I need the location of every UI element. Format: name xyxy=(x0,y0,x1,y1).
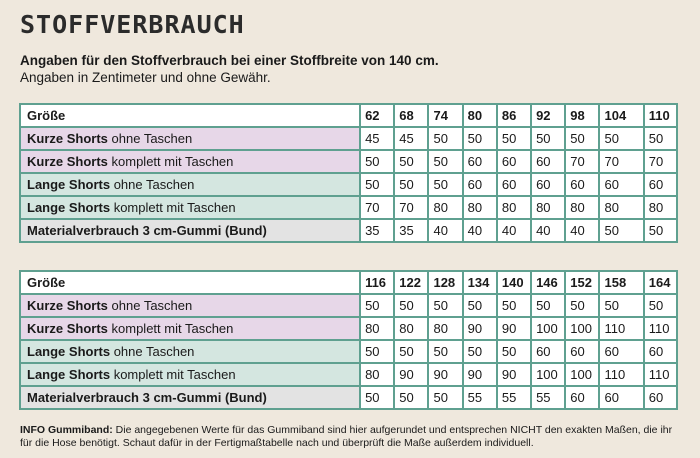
value-cell: 50 xyxy=(428,386,462,409)
size-header-cell: 98 xyxy=(565,104,599,127)
units-note: Angaben in Zentimeter und ohne Gewähr. xyxy=(20,70,271,85)
row-label-bold: Lange Shorts xyxy=(27,177,111,192)
row-label xyxy=(20,340,360,363)
row-label xyxy=(20,386,360,409)
value-cell: 60 xyxy=(463,150,497,173)
value-cell: 100 xyxy=(531,363,565,386)
row-label-rest: ohne Taschen xyxy=(107,131,193,146)
value-cell: 100 xyxy=(565,317,599,340)
value-cell: 40 xyxy=(531,219,565,242)
value-cell: 50 xyxy=(644,219,677,242)
size-header-cell: 164 xyxy=(644,271,677,294)
value-cell: 80 xyxy=(599,196,643,219)
table-row xyxy=(20,294,677,317)
value-cell: 50 xyxy=(644,127,677,150)
value-cell: 100 xyxy=(565,363,599,386)
value-cell: 90 xyxy=(394,363,428,386)
row-label-rest: komplett mit Taschen xyxy=(107,321,234,336)
value-cell: 50 xyxy=(428,294,462,317)
value-cell: 45 xyxy=(394,127,428,150)
value-cell: 60 xyxy=(497,173,531,196)
value-cell: 80 xyxy=(360,363,394,386)
size-header-cell: 140 xyxy=(497,271,531,294)
fabric-width-note: Angaben für den Stoffverbrauch bei einer Stoffbreite von 140 cm. xyxy=(20,53,439,68)
row-label-rest: komplett mit Taschen xyxy=(107,154,234,169)
row-label xyxy=(20,173,360,196)
value-cell: 50 xyxy=(428,173,462,196)
value-cell: 70 xyxy=(599,150,643,173)
value-cell: 90 xyxy=(463,363,497,386)
value-cell: 50 xyxy=(394,294,428,317)
value-cell: 100 xyxy=(531,317,565,340)
size-header-cell: 122 xyxy=(394,271,428,294)
value-cell: 80 xyxy=(428,196,462,219)
value-cell: 90 xyxy=(428,363,462,386)
value-cell: 60 xyxy=(497,150,531,173)
table-row xyxy=(20,127,677,150)
size-header-cell: 146 xyxy=(531,271,565,294)
value-cell: 80 xyxy=(463,196,497,219)
value-cell: 60 xyxy=(599,173,643,196)
value-cell: 50 xyxy=(428,127,462,150)
value-cell: 50 xyxy=(394,150,428,173)
table-row xyxy=(20,196,677,219)
value-cell: 50 xyxy=(360,340,394,363)
value-cell: 40 xyxy=(565,219,599,242)
row-label-bold: Materialverbrauch 3 cm-Gummi (Bund) xyxy=(27,390,267,405)
value-cell: 60 xyxy=(644,386,677,409)
value-cell: 60 xyxy=(565,173,599,196)
size-header-label: Größe xyxy=(20,271,360,294)
value-cell: 50 xyxy=(531,294,565,317)
value-cell: 50 xyxy=(531,127,565,150)
row-label xyxy=(20,150,360,173)
value-cell: 50 xyxy=(644,294,677,317)
value-cell: 50 xyxy=(360,150,394,173)
value-cell: 50 xyxy=(394,340,428,363)
value-cell: 90 xyxy=(497,317,531,340)
row-label-bold: Materialverbrauch 3 cm-Gummi (Bund) xyxy=(27,223,267,238)
value-cell: 35 xyxy=(394,219,428,242)
value-cell: 50 xyxy=(463,294,497,317)
value-cell: 80 xyxy=(565,196,599,219)
row-label-rest: komplett mit Taschen xyxy=(110,200,236,215)
value-cell: 50 xyxy=(428,150,462,173)
table-row xyxy=(20,340,677,363)
table-row xyxy=(20,386,677,409)
table-row xyxy=(20,317,677,340)
value-cell: 50 xyxy=(394,173,428,196)
value-cell: 80 xyxy=(497,196,531,219)
row-label xyxy=(20,127,360,150)
row-label xyxy=(20,294,360,317)
value-cell: 50 xyxy=(394,386,428,409)
info-note xyxy=(20,424,685,450)
value-cell: 50 xyxy=(565,127,599,150)
value-cell: 50 xyxy=(497,340,531,363)
value-cell: 55 xyxy=(463,386,497,409)
value-cell: 50 xyxy=(599,219,643,242)
value-cell: 50 xyxy=(497,294,531,317)
value-cell: 50 xyxy=(599,127,643,150)
size-header-cell: 158 xyxy=(599,271,643,294)
value-cell: 80 xyxy=(428,317,462,340)
value-cell: 50 xyxy=(497,127,531,150)
value-cell: 40 xyxy=(497,219,531,242)
value-cell: 60 xyxy=(531,150,565,173)
value-cell: 60 xyxy=(531,340,565,363)
value-cell: 80 xyxy=(644,196,677,219)
fabric-table-large-sizes xyxy=(19,270,678,410)
size-header-cell: 86 xyxy=(497,104,531,127)
value-cell: 110 xyxy=(644,317,677,340)
size-header-cell: 116 xyxy=(360,271,394,294)
row-label-rest: komplett mit Taschen xyxy=(110,367,236,382)
value-cell: 50 xyxy=(463,127,497,150)
row-label-bold: Kurze Shorts xyxy=(27,154,108,169)
size-header-label: Größe xyxy=(20,104,360,127)
value-cell: 80 xyxy=(531,196,565,219)
size-header-cell: 134 xyxy=(463,271,497,294)
info-label: INFO Gummiband: xyxy=(20,424,113,436)
row-label-rest: ohne Taschen xyxy=(110,344,195,359)
value-cell: 40 xyxy=(463,219,497,242)
size-header-row xyxy=(20,104,677,127)
info-text: Die angegebenen Werte für das Gummiband sind hier aufgerundet und entsprechen NICHT den exakten Maßen, die ihr für die Hose benötigt. Schaut dafür in der Fertigmaßtabelle nach und überprüft die Maße außerdem individuell. xyxy=(20,424,673,449)
value-cell: 60 xyxy=(599,340,643,363)
value-cell: 60 xyxy=(463,173,497,196)
value-cell: 50 xyxy=(565,294,599,317)
row-label-bold: Lange Shorts xyxy=(27,344,111,359)
value-cell: 60 xyxy=(565,340,599,363)
value-cell: 90 xyxy=(497,363,531,386)
value-cell: 50 xyxy=(463,340,497,363)
value-cell: 60 xyxy=(599,386,643,409)
value-cell: 80 xyxy=(360,317,394,340)
table-row xyxy=(20,173,677,196)
row-label xyxy=(20,363,360,386)
size-header-cell: 152 xyxy=(565,271,599,294)
value-cell: 55 xyxy=(497,386,531,409)
row-label-bold: Kurze Shorts xyxy=(27,131,108,146)
value-cell: 55 xyxy=(531,386,565,409)
value-cell: 110 xyxy=(599,363,643,386)
value-cell: 45 xyxy=(360,127,394,150)
value-cell: 70 xyxy=(565,150,599,173)
value-cell: 70 xyxy=(394,196,428,219)
value-cell: 90 xyxy=(463,317,497,340)
row-label-bold: Kurze Shorts xyxy=(27,321,108,336)
row-label-bold: Kurze Shorts xyxy=(27,298,108,313)
table-row xyxy=(20,363,677,386)
row-label xyxy=(20,317,360,340)
row-label xyxy=(20,196,360,219)
value-cell: 35 xyxy=(360,219,394,242)
table-row xyxy=(20,150,677,173)
size-header-cell: 110 xyxy=(644,104,677,127)
size-header-cell: 104 xyxy=(599,104,643,127)
value-cell: 70 xyxy=(360,196,394,219)
value-cell: 50 xyxy=(360,386,394,409)
value-cell: 60 xyxy=(644,340,677,363)
size-header-cell: 62 xyxy=(360,104,394,127)
value-cell: 60 xyxy=(565,386,599,409)
table-row xyxy=(20,219,677,242)
size-header-cell: 74 xyxy=(428,104,462,127)
value-cell: 50 xyxy=(599,294,643,317)
value-cell: 50 xyxy=(360,294,394,317)
size-header-row xyxy=(20,271,677,294)
value-cell: 60 xyxy=(644,173,677,196)
size-header-cell: 92 xyxy=(531,104,565,127)
value-cell: 80 xyxy=(394,317,428,340)
value-cell: 60 xyxy=(531,173,565,196)
size-header-cell: 68 xyxy=(394,104,428,127)
size-header-cell: 80 xyxy=(463,104,497,127)
value-cell: 50 xyxy=(428,340,462,363)
row-label xyxy=(20,219,360,242)
fabric-table-small-sizes xyxy=(19,103,678,243)
row-label-rest: ohne Taschen xyxy=(110,177,195,192)
row-label-bold: Lange Shorts xyxy=(27,200,111,215)
page-title: STOFFVERBRAUCH xyxy=(20,10,245,39)
value-cell: 110 xyxy=(599,317,643,340)
value-cell: 50 xyxy=(360,173,394,196)
size-header-cell: 128 xyxy=(428,271,462,294)
value-cell: 70 xyxy=(644,150,677,173)
row-label-bold: Lange Shorts xyxy=(27,367,111,382)
value-cell: 40 xyxy=(428,219,462,242)
row-label-rest: ohne Taschen xyxy=(107,298,193,313)
value-cell: 110 xyxy=(644,363,677,386)
